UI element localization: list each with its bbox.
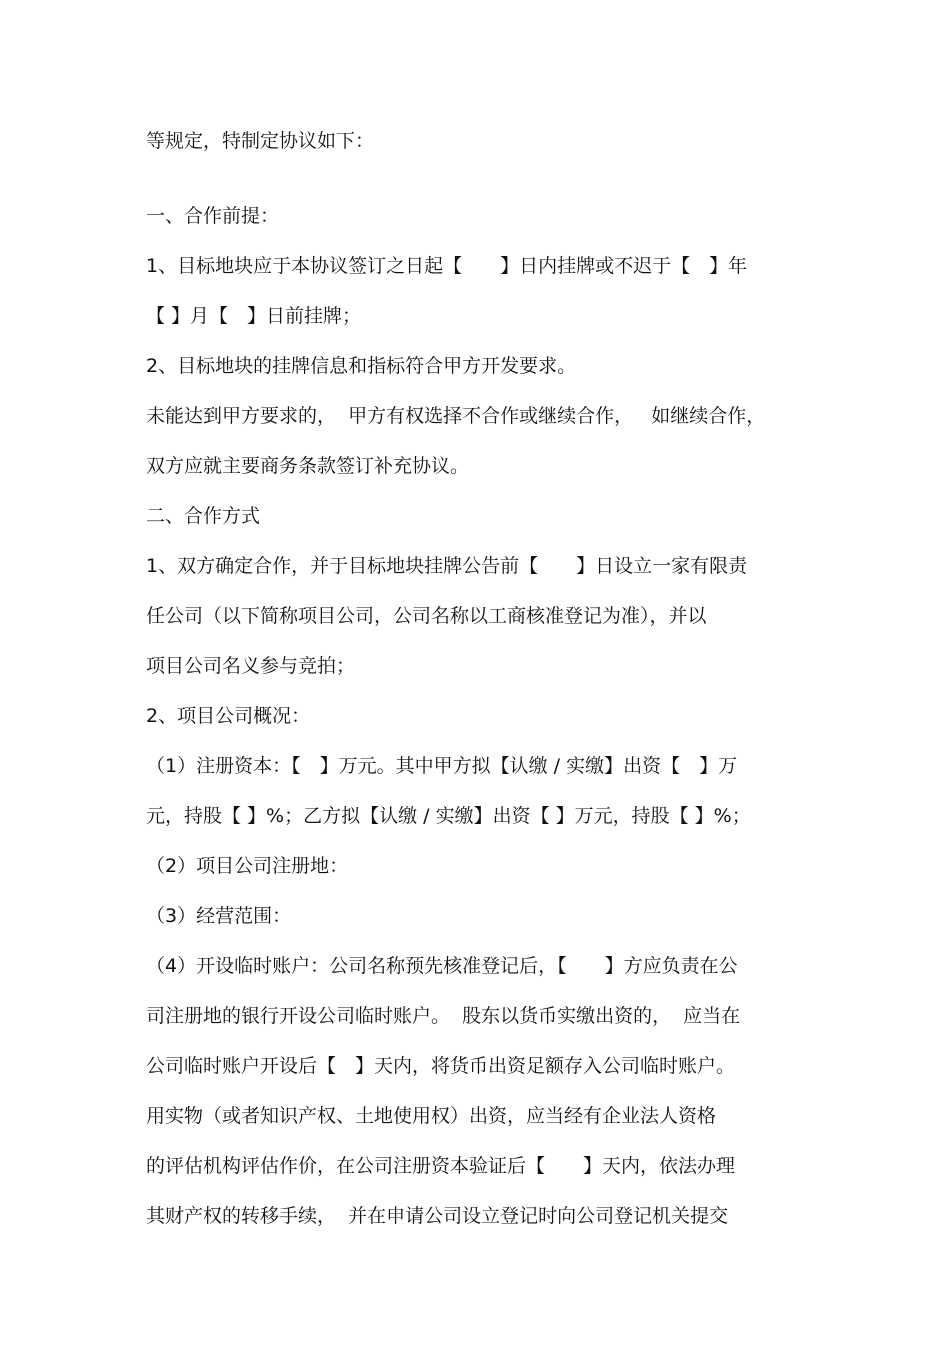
text-line: （3）经营范围： [146,905,292,927]
text-line: 任公司（以下简称项目公司，公司名称以工商核准登记为准），并以 [146,605,707,627]
section-heading: 一、合作前提： [146,205,280,227]
text-line: 未能达到甲方要求的， 甲方有权选择不合作或继续合作， 如继续合作， [146,405,766,427]
text-line: 【 】月【 】日前挂牌； [146,305,362,327]
text-line: 的评估机构评估作价，在公司注册资本验证后【 】天内，依法办理 [146,1155,736,1177]
text-line: （1）注册资本：【 】万元。其中甲方拟【认缴 / 实缴】出资【 】万 [146,755,738,777]
text-line: （4）开设临时账户：公司名称预先核准登记后，【 】方应负责在公 [146,955,738,977]
text-line: 1、双方确定合作，并于目标地块挂牌公告前【 】日设立一家有限责 [146,555,748,577]
text-line: 元，持股【 】%；乙方拟【认缴 / 实缴】出资【 】万元，持股【 】%； [146,805,751,827]
text-line: 司注册地的银行开设公司临时账户。 股东以货币实缴出资的， 应当在 [146,1005,741,1027]
text-line: 其财产权的转移手续， 并在申请公司设立登记时向公司登记机关提交 [146,1205,729,1227]
text-line: 公司临时账户开设后【 】天内，将货币出资足额存入公司临时账户。 [146,1055,736,1077]
text-line: 用实物（或者知识产权、土地使用权）出资，应当经有企业法人资格 [146,1105,717,1127]
text-line: 2、目标地块的挂牌信息和指标符合甲方开发要求。 [146,355,577,377]
text-line: 双方应就主要商务条款签订补充协议。 [146,455,470,477]
text-line: 等规定，特制定协议如下： [146,130,375,152]
text-line: （2）项目公司注册地： [146,855,349,877]
text-line: 1、目标地块应于本协议签订之日起【 】日内挂牌或不迟于【 】年 [146,255,748,277]
text-line: 2、项目公司概况： [146,705,311,727]
text-line: 项目公司名义参与竞拍； [146,655,356,677]
section-heading: 二、合作方式 [146,505,261,527]
